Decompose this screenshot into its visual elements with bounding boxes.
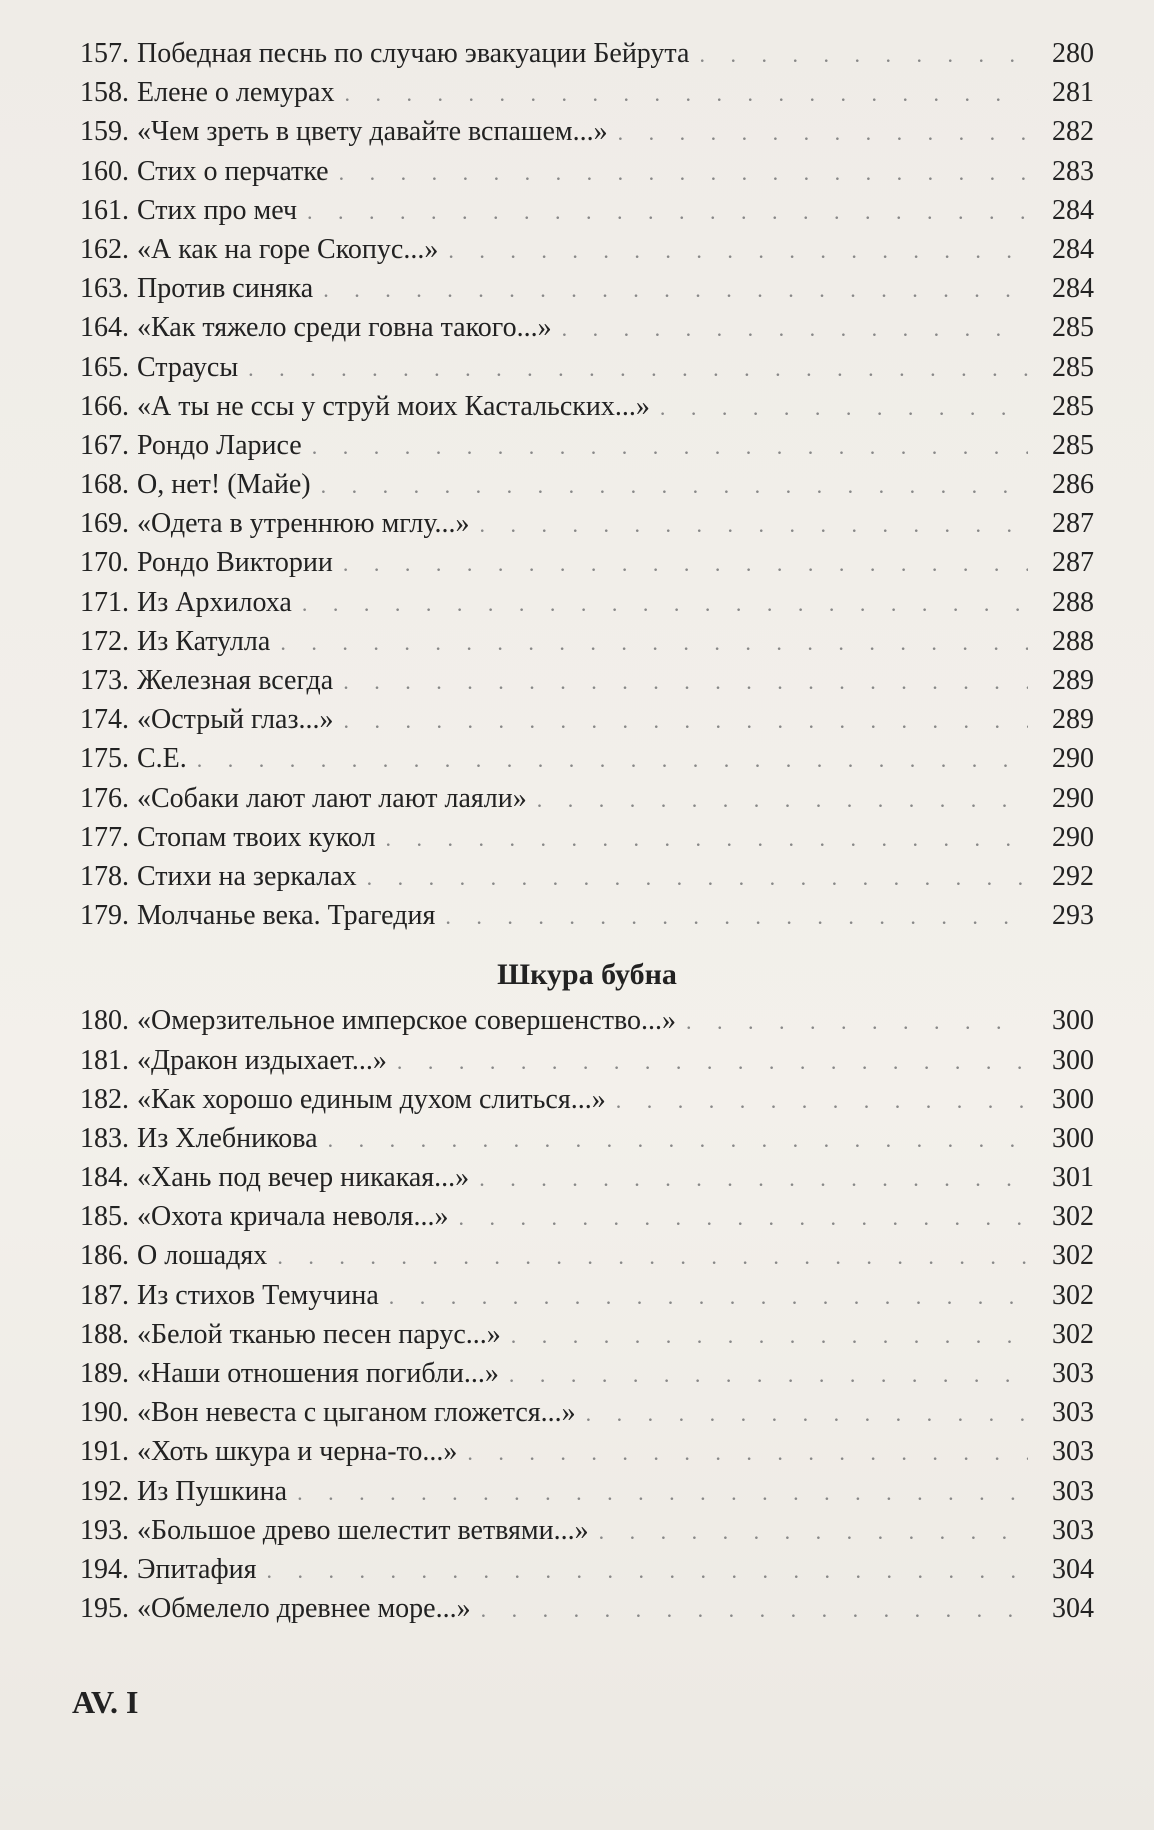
entry-title: Железная всегда bbox=[137, 665, 334, 696]
entry-title: Елене о лемурах bbox=[137, 77, 335, 109]
toc-entry bbox=[80, 779, 1094, 818]
entry-number: 167. bbox=[80, 429, 129, 461]
entry-title: «Собаки лают лают лают лаяли» bbox=[137, 782, 527, 814]
footer-label: AV. I bbox=[72, 1684, 139, 1720]
entry-page-number: 284 bbox=[1052, 273, 1094, 305]
dot-leader bbox=[343, 544, 1028, 583]
entry-title: О, нет! (Майе) bbox=[137, 469, 311, 501]
dot-leader bbox=[480, 505, 1028, 544]
entry-title: О лошадях bbox=[137, 1240, 268, 1272]
entry-number: 157. bbox=[80, 38, 129, 69]
toc-list-part-1 bbox=[80, 34, 1094, 935]
entry-page-number: 301 bbox=[1052, 1162, 1094, 1194]
toc-entry bbox=[80, 387, 1094, 426]
dot-leader bbox=[367, 858, 1028, 897]
toc-entry bbox=[80, 700, 1094, 739]
toc-entry bbox=[80, 1511, 1094, 1550]
entry-page-number: 292 bbox=[1052, 860, 1094, 892]
entry-title: Победная песнь по случаю эвакуации Бейрута bbox=[137, 38, 690, 69]
entry-title: С.Е. bbox=[137, 743, 187, 775]
dot-leader bbox=[458, 1198, 1028, 1237]
entry-number: 181. bbox=[80, 1044, 129, 1076]
entry-title: «Дракон издыхает...» bbox=[137, 1044, 387, 1076]
dot-leader bbox=[599, 1512, 1028, 1551]
entry-page-number: 287 bbox=[1052, 547, 1094, 579]
entry-page-number: 286 bbox=[1052, 469, 1094, 501]
toc-entry bbox=[80, 152, 1094, 191]
dot-leader bbox=[686, 1002, 1028, 1041]
entry-page-number: 285 bbox=[1052, 429, 1094, 461]
entry-number: 172. bbox=[80, 625, 129, 657]
entry-page-number: 304 bbox=[1052, 1593, 1094, 1625]
entry-page-number: 300 bbox=[1052, 1044, 1094, 1076]
dot-leader bbox=[618, 113, 1028, 152]
entry-page-number: 302 bbox=[1052, 1240, 1094, 1272]
entry-page-number: 293 bbox=[1052, 900, 1094, 932]
dot-leader bbox=[616, 1081, 1028, 1120]
entry-title: Из стихов Темучина bbox=[137, 1279, 379, 1311]
toc-entry bbox=[80, 857, 1094, 896]
entry-number: 166. bbox=[80, 390, 129, 422]
entry-number: 168. bbox=[80, 469, 129, 501]
entry-number: 193. bbox=[80, 1514, 129, 1546]
toc-entry bbox=[80, 348, 1094, 387]
entry-number: 159. bbox=[80, 116, 129, 148]
entry-title: Эпитафия bbox=[137, 1553, 257, 1585]
entry-title: «Омерзительное имперское совершенство...» bbox=[137, 1005, 676, 1037]
entry-page-number: 303 bbox=[1052, 1475, 1094, 1507]
dot-leader bbox=[479, 1159, 1028, 1198]
entry-title: «Чем зреть в цвету давайте вспашем...» bbox=[137, 116, 608, 148]
toc-entry bbox=[80, 465, 1094, 504]
entry-number: 192. bbox=[80, 1475, 129, 1507]
section-heading: Шкура бубна bbox=[497, 958, 677, 992]
entry-page-number: 289 bbox=[1052, 704, 1094, 736]
dot-leader bbox=[586, 1394, 1028, 1433]
entry-page-number: 284 bbox=[1052, 233, 1094, 265]
toc-entry bbox=[80, 896, 1094, 935]
entry-page-number: 288 bbox=[1052, 625, 1094, 657]
entry-title: «Одета в утреннюю мглу...» bbox=[137, 508, 470, 540]
toc-entry bbox=[80, 1197, 1094, 1236]
toc-entry bbox=[80, 1236, 1094, 1275]
dot-leader bbox=[562, 309, 1028, 348]
entry-page-number: 302 bbox=[1052, 1279, 1094, 1311]
toc-entry bbox=[80, 191, 1094, 230]
dot-leader bbox=[445, 897, 1028, 936]
toc-entry bbox=[80, 661, 1094, 700]
entry-title: Молчанье века. Трагедия bbox=[137, 900, 436, 932]
dot-leader bbox=[397, 1042, 1028, 1081]
dot-leader bbox=[481, 1590, 1028, 1629]
dot-leader bbox=[511, 1316, 1028, 1355]
toc-entry bbox=[80, 1041, 1094, 1080]
toc-entry bbox=[80, 1158, 1094, 1197]
entry-number: 158. bbox=[80, 77, 129, 109]
entry-number: 182. bbox=[80, 1083, 129, 1115]
dot-leader bbox=[328, 1120, 1028, 1159]
entry-page-number: 300 bbox=[1052, 1005, 1094, 1037]
entry-title: Из Архилоха bbox=[137, 586, 292, 618]
toc-entry bbox=[80, 34, 1094, 73]
dot-leader bbox=[386, 819, 1028, 858]
entry-title: Из Катулла bbox=[137, 625, 271, 657]
entry-title: Из Пушкина bbox=[137, 1475, 288, 1507]
entry-number: 178. bbox=[80, 860, 129, 892]
toc-entry bbox=[80, 1315, 1094, 1354]
entry-title: «Хань под вечер никакая...» bbox=[137, 1162, 470, 1194]
entry-title: «А как на горе Скопус...» bbox=[137, 233, 439, 265]
toc-entry bbox=[80, 543, 1094, 582]
entry-number: 175. bbox=[80, 743, 129, 775]
entry-title: «Острый глаз...» bbox=[137, 704, 334, 736]
toc-entry bbox=[80, 112, 1094, 151]
entry-title: Рондо Виктории bbox=[137, 547, 333, 579]
toc-list-part-2 bbox=[80, 1001, 1094, 1628]
toc-entry bbox=[80, 1276, 1094, 1315]
entry-page-number: 287 bbox=[1052, 508, 1094, 540]
entry-number: 174. bbox=[80, 704, 129, 736]
dot-leader bbox=[339, 153, 1028, 192]
entry-page-number: 285 bbox=[1052, 312, 1094, 344]
entry-page-number: 303 bbox=[1052, 1436, 1094, 1468]
toc-entry bbox=[80, 1472, 1094, 1511]
entry-title: «Обмелело древнее море...» bbox=[137, 1593, 471, 1625]
dot-leader bbox=[343, 662, 1028, 701]
entry-title: «Как тяжело среди говна такого...» bbox=[137, 312, 552, 344]
entry-number: 194. bbox=[80, 1553, 129, 1585]
dot-leader bbox=[280, 623, 1028, 662]
entry-title: «Хоть шкура и черна-то...» bbox=[137, 1436, 458, 1468]
dot-leader bbox=[537, 780, 1028, 819]
dot-leader bbox=[344, 74, 1028, 113]
entry-number: 173. bbox=[80, 665, 129, 696]
entry-title: «Вон невеста с цыганом гложется...» bbox=[137, 1397, 576, 1429]
entry-page-number: 290 bbox=[1052, 782, 1094, 814]
toc-entry bbox=[80, 269, 1094, 308]
entry-number: 187. bbox=[80, 1279, 129, 1311]
toc-entry bbox=[80, 504, 1094, 543]
entry-page-number: 303 bbox=[1052, 1397, 1094, 1429]
entry-number: 165. bbox=[80, 351, 129, 383]
entry-title: Стих о перчатке bbox=[137, 155, 329, 187]
toc-entry bbox=[80, 1354, 1094, 1393]
toc-entry bbox=[80, 1119, 1094, 1158]
dot-leader bbox=[323, 270, 1028, 309]
entry-number: 177. bbox=[80, 821, 129, 853]
dot-leader bbox=[312, 427, 1028, 466]
entry-number: 195. bbox=[80, 1593, 129, 1625]
dot-leader bbox=[277, 1237, 1028, 1276]
entry-page-number: 289 bbox=[1052, 665, 1094, 696]
entry-number: 188. bbox=[80, 1318, 129, 1350]
entry-page-number: 284 bbox=[1052, 194, 1094, 226]
entry-page-number: 280 bbox=[1052, 38, 1094, 69]
entry-page-number: 302 bbox=[1052, 1318, 1094, 1350]
entry-title: Стопам твоих кукол bbox=[137, 821, 376, 853]
entry-number: 191. bbox=[80, 1436, 129, 1468]
toc-entry bbox=[80, 1589, 1094, 1628]
entry-page-number: 303 bbox=[1052, 1358, 1094, 1389]
toc-entry bbox=[80, 73, 1094, 112]
toc-entry bbox=[80, 818, 1094, 857]
entry-page-number: 282 bbox=[1052, 116, 1094, 148]
entry-page-number: 288 bbox=[1052, 586, 1094, 618]
dot-leader bbox=[307, 192, 1028, 231]
toc-entry bbox=[80, 1001, 1094, 1040]
entry-number: 169. bbox=[80, 508, 129, 540]
entry-number: 161. bbox=[80, 194, 129, 226]
entry-title: «Охота кричала неволя...» bbox=[137, 1201, 449, 1233]
toc-entry bbox=[80, 1432, 1094, 1471]
entry-number: 183. bbox=[80, 1122, 129, 1154]
entry-number: 163. bbox=[80, 273, 129, 305]
entry-title: Стихи на зеркалах bbox=[137, 860, 357, 892]
entry-number: 176. bbox=[80, 782, 129, 814]
toc-entry bbox=[80, 230, 1094, 269]
toc-entry bbox=[80, 1550, 1094, 1589]
entry-page-number: 304 bbox=[1052, 1553, 1094, 1585]
toc-entry bbox=[80, 1080, 1094, 1119]
entry-title: «А ты не ссы у струй моих Кастальских...» bbox=[137, 390, 650, 422]
toc-entry bbox=[80, 1393, 1094, 1432]
entry-title: «Наши отношения погибли...» bbox=[137, 1358, 499, 1389]
dot-leader bbox=[266, 1551, 1028, 1590]
entry-number: 185. bbox=[80, 1201, 129, 1233]
dot-leader bbox=[297, 1473, 1028, 1512]
toc-entry bbox=[80, 583, 1094, 622]
entry-page-number: 290 bbox=[1052, 821, 1094, 853]
entry-number: 160. bbox=[80, 155, 129, 187]
entry-title: Стих про меч bbox=[137, 194, 298, 226]
entry-title: Из Хлебникова bbox=[137, 1122, 318, 1154]
dot-leader bbox=[248, 349, 1028, 388]
toc-entry bbox=[80, 622, 1094, 661]
entry-number: 189. bbox=[80, 1358, 129, 1389]
toc-entry bbox=[80, 739, 1094, 778]
dot-leader bbox=[197, 740, 1028, 779]
entry-number: 170. bbox=[80, 547, 129, 579]
toc-entry bbox=[80, 308, 1094, 347]
entry-title: «Большое древо шелестит ветвями...» bbox=[137, 1514, 589, 1546]
dot-leader bbox=[448, 231, 1028, 270]
entry-page-number: 290 bbox=[1052, 743, 1094, 775]
dot-leader bbox=[699, 35, 1028, 74]
dot-leader bbox=[509, 1355, 1028, 1394]
dot-leader bbox=[660, 388, 1028, 427]
entry-page-number: 285 bbox=[1052, 351, 1094, 383]
entry-title: Против синяка bbox=[137, 273, 314, 305]
entry-number: 179. bbox=[80, 900, 129, 932]
entry-page-number: 303 bbox=[1052, 1514, 1094, 1546]
entry-page-number: 302 bbox=[1052, 1201, 1094, 1233]
entry-number: 190. bbox=[80, 1397, 129, 1429]
entry-title: Страусы bbox=[137, 351, 239, 383]
entry-number: 164. bbox=[80, 312, 129, 344]
entry-page-number: 300 bbox=[1052, 1083, 1094, 1115]
entry-title: «Как хорошо единым духом слиться...» bbox=[137, 1083, 606, 1115]
entry-page-number: 300 bbox=[1052, 1122, 1094, 1154]
entry-number: 184. bbox=[80, 1162, 129, 1194]
entry-page-number: 283 bbox=[1052, 155, 1094, 187]
dot-leader bbox=[321, 466, 1028, 505]
entry-number: 162. bbox=[80, 233, 129, 265]
entry-title: Рондо Ларисе bbox=[137, 429, 302, 461]
entry-page-number: 285 bbox=[1052, 390, 1094, 422]
toc-entry bbox=[80, 426, 1094, 465]
dot-leader bbox=[344, 701, 1028, 740]
entry-number: 186. bbox=[80, 1240, 129, 1272]
dot-leader bbox=[467, 1433, 1028, 1472]
entry-page-number: 281 bbox=[1052, 77, 1094, 109]
dot-leader bbox=[302, 584, 1028, 623]
entry-number: 171. bbox=[80, 586, 129, 618]
dot-leader bbox=[389, 1277, 1028, 1316]
entry-number: 180. bbox=[80, 1005, 129, 1037]
entry-title: «Белой тканью песен парус...» bbox=[137, 1318, 501, 1350]
